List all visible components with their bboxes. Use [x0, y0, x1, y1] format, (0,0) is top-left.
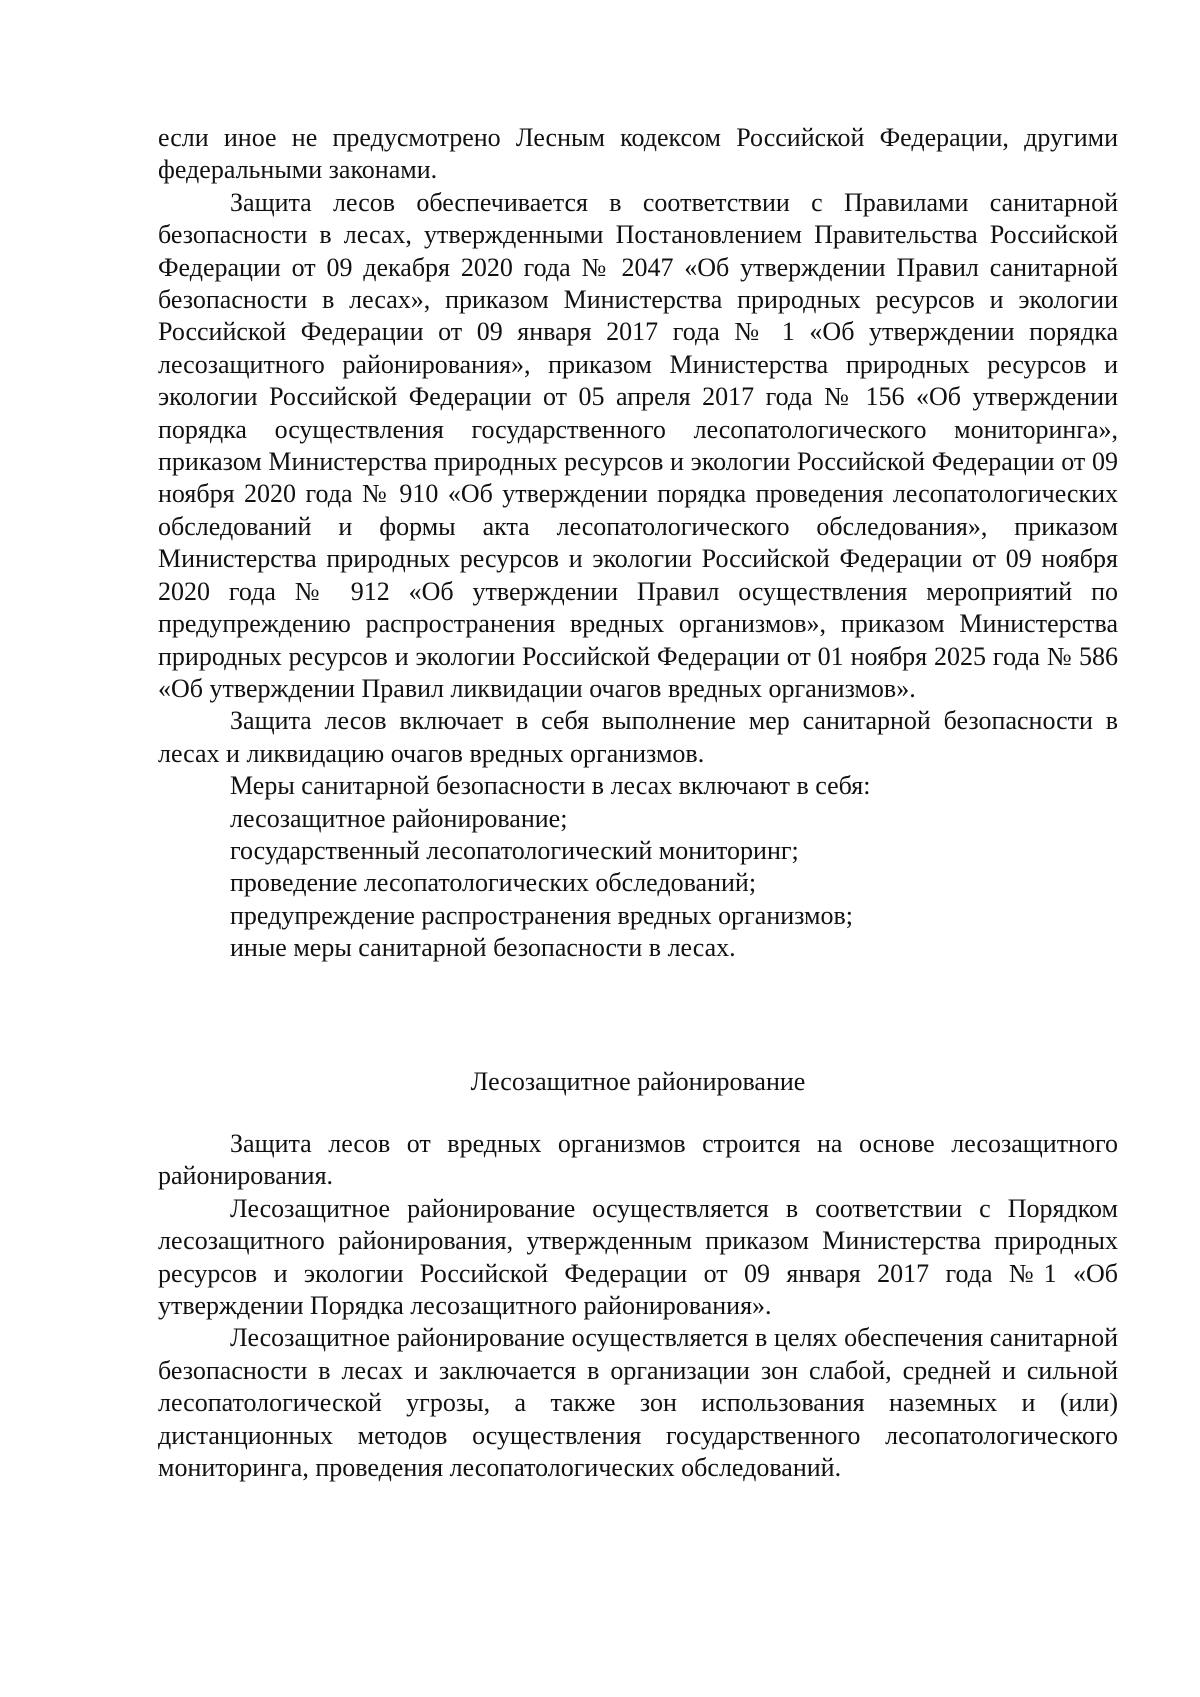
paragraph: Лесозащитное районирование осуществляется в целях обеспечения санитарной безопасности в лесах и заключается в организации зон слабой, средней и сильной лесопатологической угрозы, а также зон использования наземных и (или) дистанционных методов осуществления государственного лесопатологического мониторинга, проведения лесопатологических обследований.	[158, 1323, 1118, 1483]
paragraph: если иное не предусмотрено Лесным кодексом Российской Федерации, другими федеральными законами.	[158, 123, 1118, 185]
section-heading: Лесозащитное районирование	[470, 1067, 806, 1096]
list-item: лесозащитное районирование;	[230, 803, 568, 833]
list-item: иные меры санитарной безопасности в лесах.	[230, 933, 736, 963]
list-item: проведение лесопатологических обследований;	[230, 868, 757, 898]
paragraph: Защита лесов включает в себя выполнение мер санитарной безопасности в лесах и ликвидацию очагов вредных организмов.	[158, 706, 1118, 768]
list-item: предупреждение распространения вредных организмов;	[230, 900, 854, 930]
document-body-top	[158, 122, 1118, 965]
paragraph: Защита лесов от вредных организмов строится на основе лесозащитного районирования.	[158, 1129, 1118, 1191]
paragraph: Защита лесов обеспечивается в соответствии с Правилами санитарной безопасности в лесах, утвержденными Постановлением Правительства Российской Федерации от 09 декабря 2020 года № 2047 «Об утверждении Правил санитарной безопасности в лесах», приказом Министерства природных ресурсов и экологии Российской Федерации от 09 января 2017 года № 1 «Об утверждении порядка лесозащитного районирования», приказом Министерства природных ресурсов и экологии Российской Федерации от 05 апреля 2017 года № 156 «Об утверждении порядка осуществления государственного лесопатологического мониторинга», приказом Министерства природных ресурсов и экологии Российской Федерации от 09 ноября 2020 года № 910 «Об утверждении порядка проведения лесопатологических обследований и формы акта лесопатологического обследования», приказом Министерства природных ресурсов и экологии Российской Федерации от 09 ноября 2020 года № 912 «Об утверждении Правил осуществления мероприятий по предупреждению распространения вредных организмов», приказом Министерства природных ресурсов и экологии Российской Федерации от 01 ноября 2025 года № 586 «Об утверждении Правил ликвидации очагов вредных организмов».	[158, 187, 1118, 703]
document-body-bottom	[158, 1128, 1118, 1484]
paragraph: Лесозащитное районирование осуществляется в соответствии с Порядком лесозащитного районирования, утвержденным приказом Министерства природных ресурсов и экологии Российской Федерации от 09 января 2017 года №1 «Об утверждении Порядка лесозащитного районирования».	[158, 1193, 1118, 1321]
list-intro: Меры санитарной безопасности в лесах включают в себя:	[230, 771, 871, 801]
list-item: государственный лесопатологический мониторинг;	[230, 835, 799, 865]
